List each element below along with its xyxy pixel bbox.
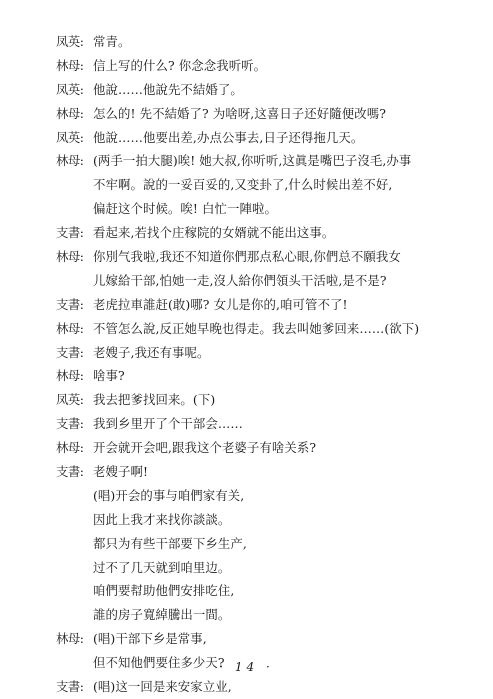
dialogue-line bbox=[56, 78, 471, 102]
dialogue-line bbox=[56, 221, 471, 245]
dialogue-text: 常青。 bbox=[93, 34, 131, 49]
speaker-label: 林母: bbox=[56, 440, 84, 456]
dialogue-text: 儿嫁給干部,怕她一走,沒人給你們領头干活啦,是不是? bbox=[93, 272, 387, 288]
dialogue-text: 信上写的什么? 你念念我听听。 bbox=[93, 57, 267, 73]
dialogue-line bbox=[56, 556, 471, 580]
dialogue-text: 老嫂子啊! bbox=[93, 464, 149, 480]
dialogue-text: 都只为有些干部要下乡生产, bbox=[93, 535, 247, 551]
dialogue-line bbox=[56, 126, 471, 150]
dialogue-text: 我去把爹找回来。(下) bbox=[93, 392, 216, 408]
dialogue-line bbox=[56, 149, 471, 173]
dialogue-line bbox=[56, 317, 471, 341]
dialogue-line bbox=[56, 627, 471, 651]
speaker-label: 支書: bbox=[56, 225, 84, 241]
dialogue-text: 他說……他要出差,办点公事去,日子还得拖几天。 bbox=[93, 129, 364, 145]
dialogue-text: (两手一拍大腿)唉! 她大叔,你听听,这眞是嘴巴子沒毛,办事 bbox=[93, 153, 412, 169]
dialogue-text: (唱)这一回是来安家立业, bbox=[93, 679, 232, 695]
dialogue-text: (唱)开会的事与咱們家有关, bbox=[93, 487, 245, 503]
dialogue-line bbox=[56, 197, 471, 221]
speaker-label: 林母: bbox=[56, 368, 84, 384]
dialogue-text: 不管怎么說,反正她早晚也得走。我去叫她爹回来……(欲下) bbox=[93, 320, 420, 336]
dialogue-line bbox=[56, 30, 471, 54]
speaker-label: 凤英: bbox=[56, 129, 84, 145]
dialogue-text: 怎么的! 先不結婚了? 为啥呀,这喜日子还好隨便改嗎? bbox=[93, 105, 386, 121]
dialogue-line bbox=[56, 173, 471, 197]
speaker-label: 凤英: bbox=[56, 34, 84, 49]
dialogue-line bbox=[56, 460, 471, 484]
dialogue-text: 但不知他們要住多少天? bbox=[93, 655, 225, 671]
dialogue-text: 誰的房子寬綽騰出一間。 bbox=[93, 607, 231, 623]
dialogue-line bbox=[56, 102, 471, 126]
speaker-label: 凤英: bbox=[56, 81, 84, 97]
dialogue-line bbox=[56, 412, 471, 436]
speaker-label: 林母: bbox=[56, 153, 84, 169]
speaker-label: 林母: bbox=[56, 105, 84, 121]
speaker-label: 支書: bbox=[56, 416, 84, 432]
speaker-label: 支書: bbox=[56, 679, 84, 695]
dialogue-text: 他說……他說先不結婚了。 bbox=[93, 81, 243, 97]
dialogue-text: 偏赶这个时候。唉! 白忙一陣啦。 bbox=[93, 201, 277, 217]
page-number: · 14 · bbox=[219, 660, 274, 674]
dialogue-line bbox=[56, 675, 471, 699]
speaker-label: 支書: bbox=[56, 464, 84, 480]
speaker-label: 支書: bbox=[56, 296, 84, 312]
speaker-label: 林母: bbox=[56, 249, 84, 265]
speaker-label: 林母: bbox=[56, 57, 84, 73]
dialogue-text: 不牢啊。說的一妥百妥的,又变卦了,什么时候出差不好, bbox=[93, 177, 393, 193]
dialogue-text: 过不了几天就到咱里边。 bbox=[93, 559, 231, 575]
dialogue-line bbox=[56, 532, 471, 556]
speaker-label: 支書: bbox=[56, 344, 84, 360]
dialogue-line bbox=[56, 269, 471, 293]
script-dialogue bbox=[56, 30, 471, 699]
speaker-label: 林母: bbox=[56, 320, 84, 336]
dialogue-text: 老虎拉車誰赶(敢)哪? 女儿是你的,咱可管不了! bbox=[93, 296, 348, 312]
dialogue-text: (唱)干部下乡是常事, bbox=[93, 631, 207, 647]
dialogue-line bbox=[56, 54, 471, 78]
dialogue-text: 咱們要幇助他們安排吃住, bbox=[93, 583, 235, 599]
dialogue-text: 老嫂子,我还有事呢。 bbox=[93, 344, 210, 360]
speaker-label: 凤英: bbox=[56, 392, 84, 408]
dialogue-line bbox=[56, 579, 471, 603]
dialogue-line bbox=[56, 436, 471, 460]
dialogue-text: 因此上我才来找你談談。 bbox=[93, 511, 231, 527]
dialogue-line bbox=[56, 388, 471, 412]
dialogue-line bbox=[56, 364, 471, 388]
dialogue-text: 你別气我啦,我还不知道你們那点私心眼,你們总不願我女 bbox=[93, 249, 401, 265]
dialogue-line bbox=[56, 341, 471, 365]
dialogue-line bbox=[56, 293, 471, 317]
dialogue-text: 看起来,若找个庄稼院的女婿就不能出这事。 bbox=[93, 225, 335, 241]
dialogue-line bbox=[56, 484, 471, 508]
dialogue-text: 我到乡里开了个干部会…… bbox=[93, 416, 243, 432]
dialogue-line bbox=[56, 508, 471, 532]
dialogue-line bbox=[56, 245, 471, 269]
dialogue-line bbox=[56, 603, 471, 627]
speaker-label: 林母: bbox=[56, 631, 84, 647]
dialogue-text: 啥事? bbox=[93, 368, 125, 384]
dialogue-text: 开会就开会吧,跟我这个老婆子有啥关系? bbox=[93, 440, 317, 456]
